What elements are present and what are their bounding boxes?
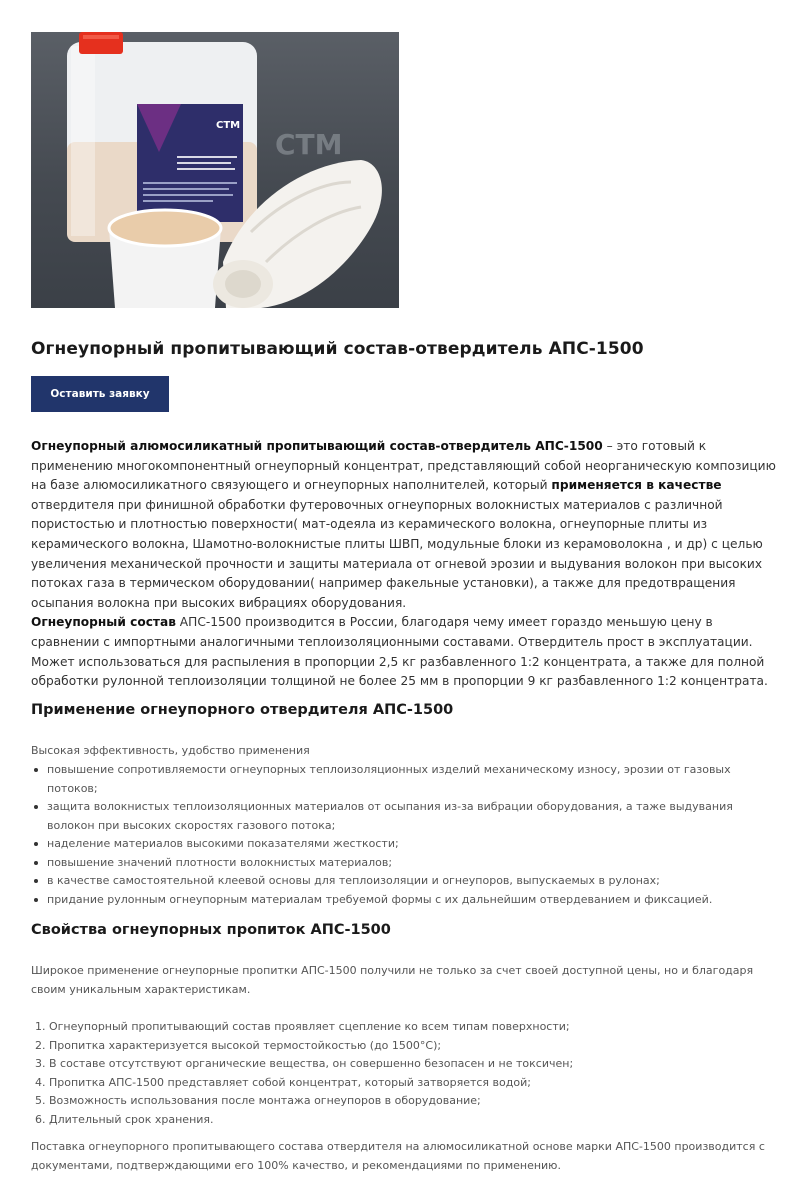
intro-paragraph-2 <box>31 613 779 691</box>
intro-text-2: АПС-1500 производится в России, благодаря чему имеет гораздо меньшую цену в сравнении с импортными аналогичными теплоизоляционными составами. Отвердитель прост в эксплуатации. Может использоваться для распыления в пропорции 2,5 кг разбавленного 1:2 концентрата, а также для полной обработки рулонной теплоизоляции толщиной не более 25 мм в пропорции 9 кг разбавленного 1:2 концентрата. <box>31 615 768 689</box>
intro-text-1a: – это готовый к применению многокомпонентный огнеупорный концентрат, представляющий собой неорганическую композицию на базе алюмосиликатного связующего и огнеупорных наполнителей, который <box>31 439 776 493</box>
list-item: 5. Возможность использования после монтажа огнеупоров в оборудование; <box>35 1094 481 1107</box>
properties-lead: Широкое применение огнеупорные пропитки АПС-1500 получили не только за счет своей доступной цены, но и благодаря своим уникальным характеристикам. <box>31 964 754 996</box>
list-item: 4. Пропитка АПС-1500 представляет собой концентрат, который затворяется водой; <box>35 1075 531 1089</box>
product-page <box>31 32 776 1172</box>
list-item: наделение материалов высокими показателями жесткости; <box>31 835 779 854</box>
list-item: 6. Длительный срок хранения. <box>35 1112 214 1126</box>
application-list <box>31 761 779 909</box>
product-image <box>31 32 399 308</box>
label-logo-text: СТМ <box>216 120 241 131</box>
list-item: повышение сопротивляемости огнеупорных теплоизоляционных изделий механическому износу, эрозии от газовых потоков; <box>31 761 779 798</box>
watermark-logo: СТМ <box>275 128 343 161</box>
list-item: 2. Пропитка характеризуется высокой термостойкостью (до 1500°С); <box>35 1038 442 1052</box>
product-illustration <box>31 32 399 308</box>
request-button[interactable]: Оставить заявку <box>31 376 169 412</box>
intro-paragraph-1 <box>31 437 779 613</box>
product-title: Огнеупорный пропитывающий состав-отвердитель АПС-1500 <box>31 339 644 359</box>
application-heading: Применение огнеупорного отвердителя АПС-1500 <box>31 702 454 718</box>
list-item: придание рулонным огнеупорным материалам требуемой формы с их дальнейшим отвердеванием и фиксацией. <box>31 891 779 910</box>
list-item: защита волокнистых теплоизоляционных материалов от осыпания из-за вибрации оборудования, а таже выдувания волокон при высоких скоростях газового потока; <box>31 798 779 835</box>
intro-text-1b: отвердителя при финишной обработки футеровочных огнеупорных волокнистых материалов с различной пористостью и плотностью поверхности( мат-одеяла из керамического волокна, огнеупорные плиты из керамического волокна, Шамотно-волокнистые плиты ШВП, модульные блоки из керамоволокна , и др) с целью увеличения механической прочности и защиты материала от огневой эрозии и выдувания волокон при высоких потоках газа в термическом оборудовании( например факельные установки), а также для предотвращения осыпания волокна при высоких вибрациях оборудования. <box>31 497 763 610</box>
intro-bold-3: Огнеупорный состав <box>31 615 176 630</box>
intro-bold-2: применяется в качестве <box>551 478 722 493</box>
properties-heading: Свойства огнеупорных пропиток АПС-1500 <box>31 922 391 938</box>
list-item: 1. Огнеупорный пропитывающий состав проявляет сцепление ко всем типам поверхности; <box>35 1020 570 1033</box>
intro-bold-1: Огнеупорный алюмосиликатный пропитывающий состав-отвердитель АПС-1500 <box>31 439 603 453</box>
list-item: в качестве самостоятельной клеевой основы для теплоизоляции и огнеупоров, выпускаемых в рулонах; <box>31 872 779 891</box>
properties-footer-text: Поставка огнеупорного пропитывающего состава отвердителя на алюмосиликатной основе марки АПС-1500 производится с документами, подтверждающими его 100% качество, и рекомендациями по применению. <box>31 1140 765 1172</box>
list-item: повышение значений плотности волокнистых материалов; <box>31 854 779 873</box>
properties-list <box>31 1018 573 1129</box>
application-lead: Высокая эффективность, удобство применения <box>31 744 310 757</box>
list-item: 3. В составе отсутствуют органические вещества, он совершенно безопасен и не токсичен; <box>35 1057 574 1070</box>
intro-text <box>31 437 779 692</box>
